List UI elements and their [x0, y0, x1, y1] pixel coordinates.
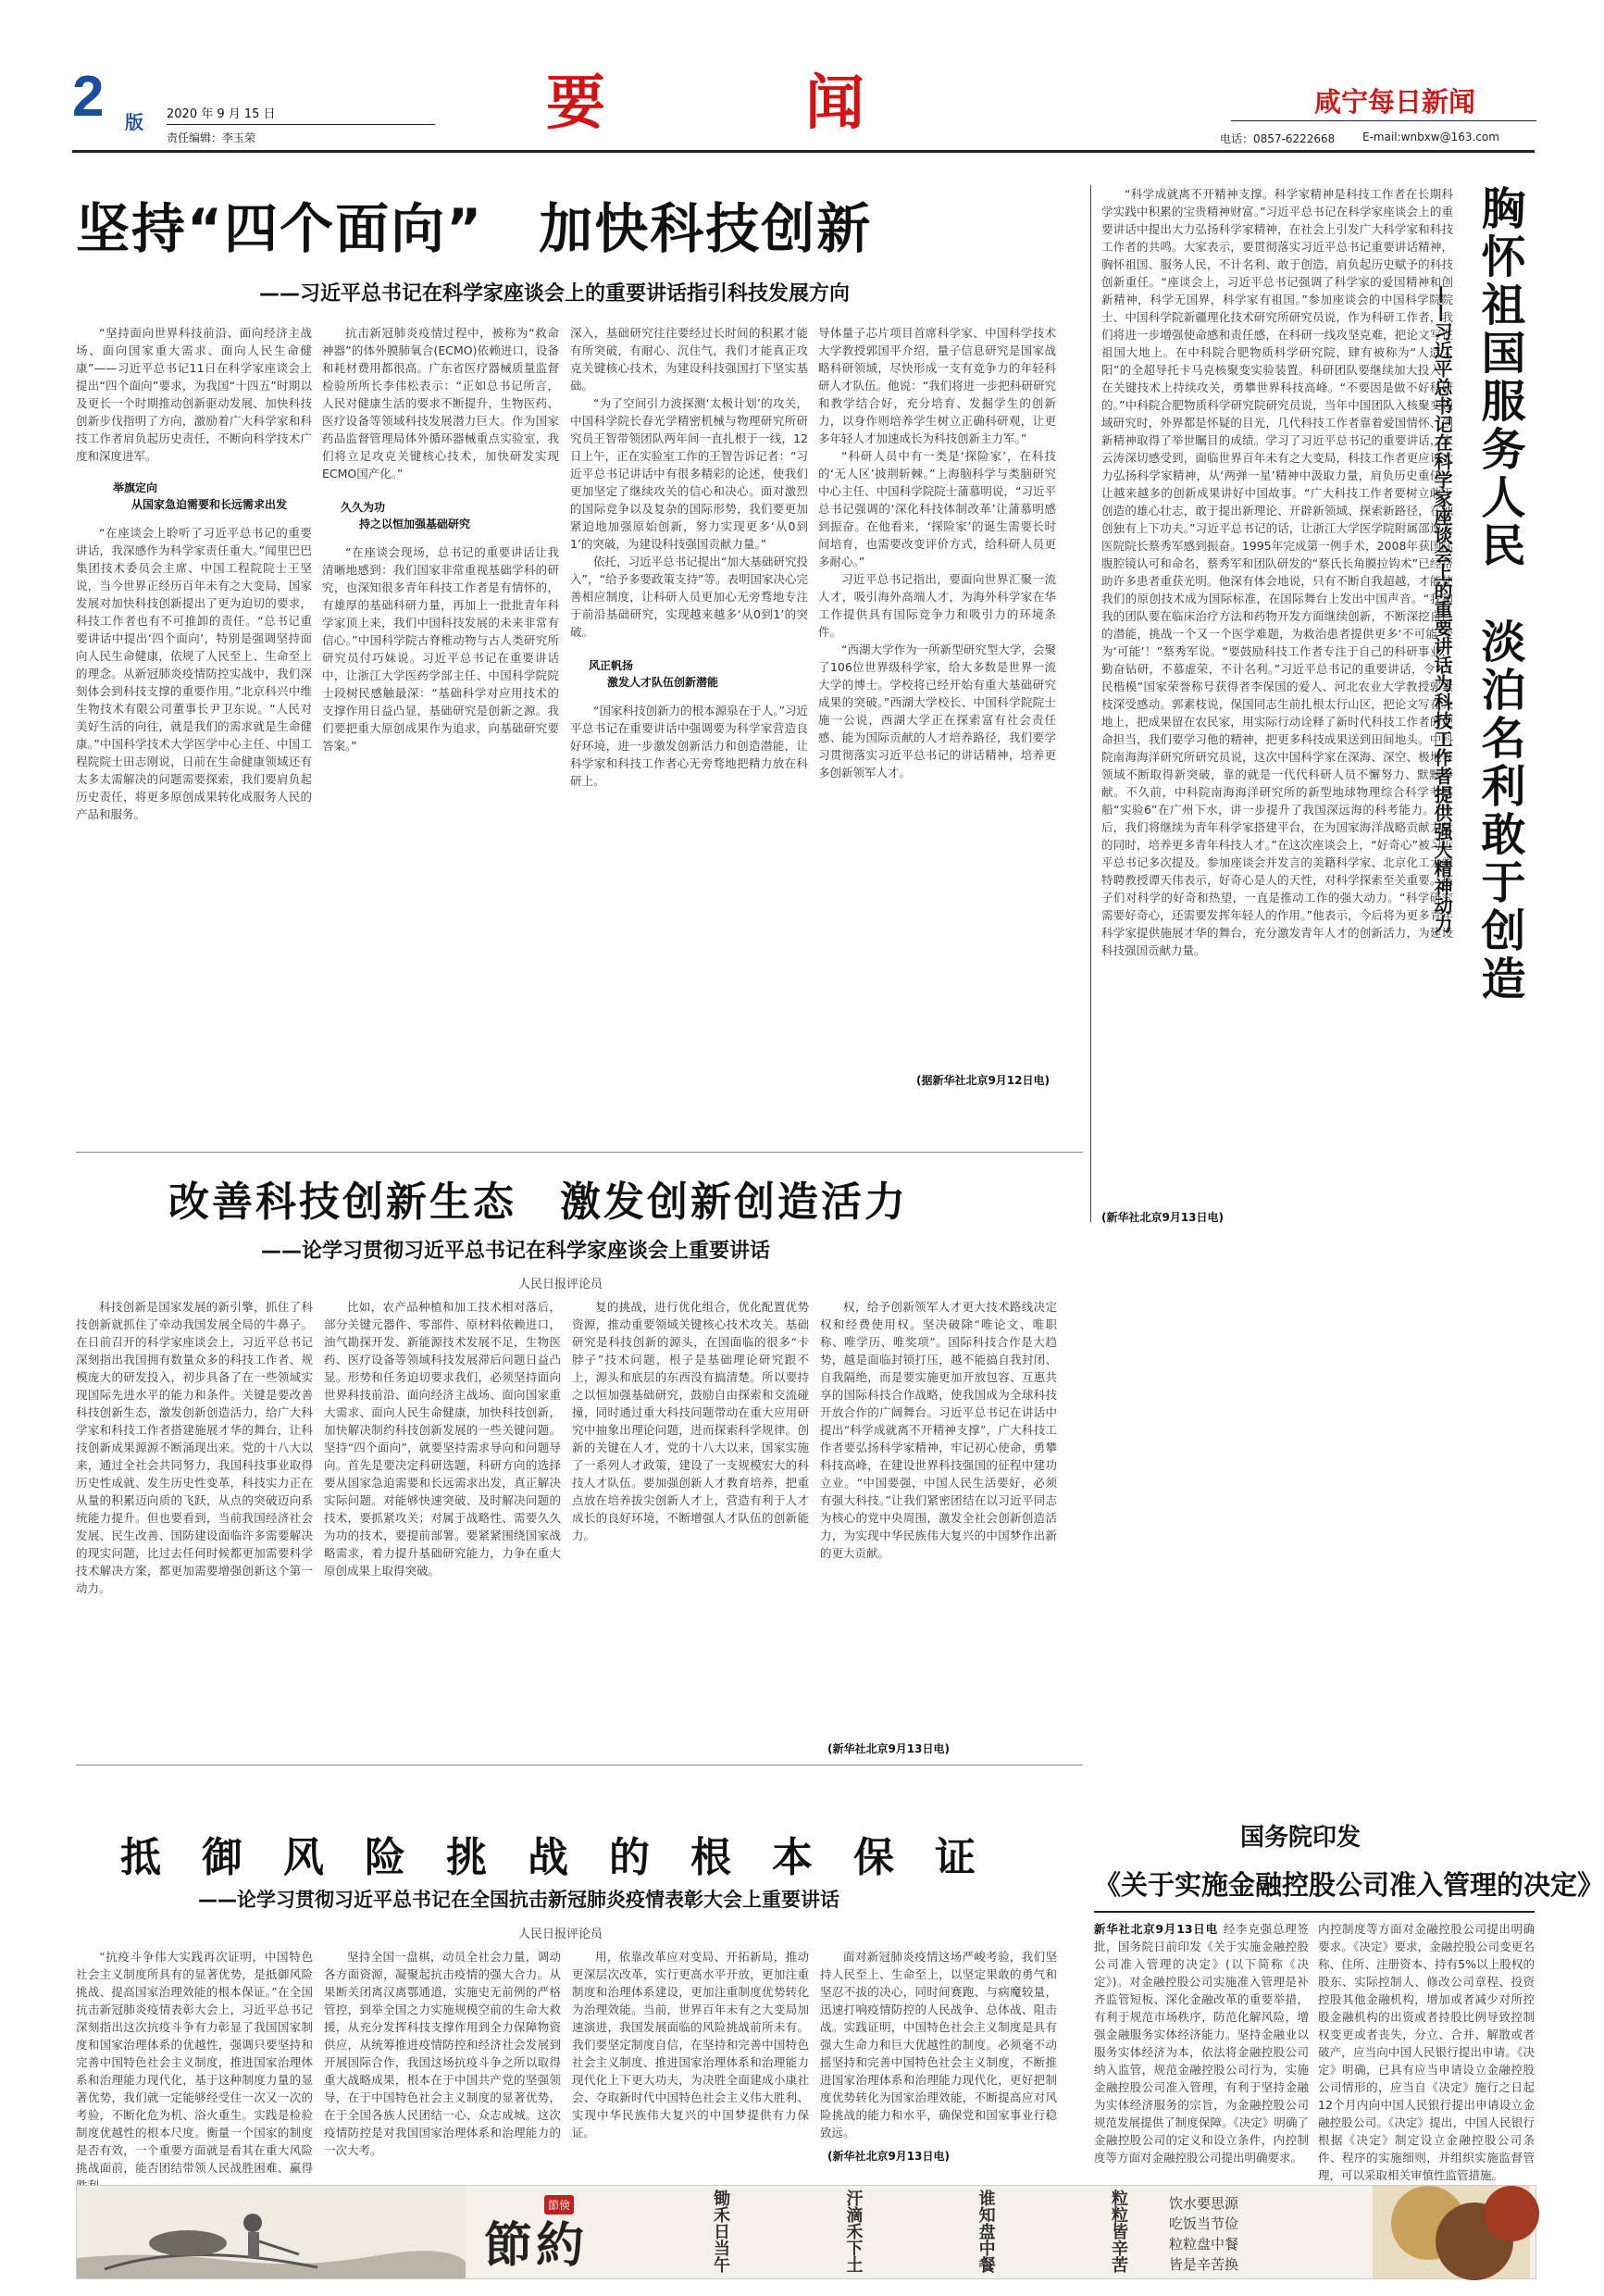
article-3-col-4: 面对新冠肺炎疫情这场严峻考验，我们坚持人民至上、生命至上，以坚定果敢的勇气和坚忍不拔的决心，同时间赛跑、与病魔较量，迅速打响疫情防控的人民战争、总体战、阻击战。实践证明，中国特色社会主义制度是具有强大生命力和巨大优越性的制度。必须毫不动摇坚持和完善中国特色社会主义制度，不断推进国家治理体系和治理能力现代化，更好把制度优势转化为国家治理效能，不断提高应对风险挑战的能力和水平，确保党和国家事业行稳致远。	[820, 1950, 1057, 2140]
article-3-subtitle: ——论学习贯彻习近平总书记在全国抗击新冠肺炎疫情表彰大会上重要讲话	[198, 1889, 839, 1911]
article-5-title: 《关于实施金融控股公司准入管理的决定》	[1094, 1869, 1604, 1901]
banner-poem	[706, 2190, 1132, 2275]
article-1-lead: “坚持面向世界科技前沿、面向经济主战场、面向国家重大需求、面向人民生命健康”——习近平总书记11日在科学家座谈会上提出“四个面向”要求，为我国“十四五”时期以及更长一个时期推动创新驱动发展、加快科技创新步伐指明了方向，激励着广大科学家和科技工作者肩负起历史责任，不断向科学技术广度和深度进军。	[76, 326, 312, 463]
article-4-subtitle: ——习近平总书记在科学家座谈会上的重要讲话为科技工作者提供强大精神动力	[1431, 285, 1453, 933]
article-2-col-4: 权，给予创新领军人才更大技术路线决定权和经费使用权。坚决破除“唯论文、唯职称、唯学历、唯奖项”。国际科技合作是大趋势，越是面临封锁打压，越不能搞自我封闭、自我隔绝，而是要实施更加开放包容、互惠共享的国际科技合作战略，使我国成为全球科技开放合作的广阔舞台。习近平总书记在讲话中提出“科学成就离不开精神支撑”，广大科技工作者要弘扬科学家精神，牢记初心使命，勇攀科技高峰，在建设世界科技强国的征程中建功立业。“中国要强，中国人民生活要好，必须有强大科技。”让我们紧密团结在以习近平同志为核心的党中央周围，激发全社会创新创造活力，为实现中华民族伟大复兴的中国梦作出新的更大贡献。	[820, 1300, 1057, 1560]
banner-motto	[1169, 2193, 1354, 2275]
article-2-byline: (新华社北京9月13日电)	[827, 1742, 950, 1755]
motto-line-1: 饮水要思源	[1169, 2195, 1239, 2212]
article-3-author: 人民日报评论员	[518, 1928, 603, 1941]
article-1-col-4-body-d: “西湖大学作为一所新型研究型大学，会聚了106位世界级科学家，给大多数是世界一流大学的博士。学校将已经开始有重大基础研究成果的突破。”西湖大学校长、中国科学院院士施一公说，西湖大学正在探索富有社会责任感、能为国际贡献的人才培养路径，我们要学习贯彻落实习近平总书记的讲话精神，培养更多创新领军人才。	[818, 643, 1056, 780]
sub2-kicker: 久久为功	[341, 501, 386, 514]
article-2-title: 改善科技创新生态 激发创新创造活力	[168, 1179, 908, 1226]
article-3-col-2: 坚持全国一盘棋，动员全社会力量，调动各方面资源，凝聚起抗击疫情的强大合力。从果断关闭离汉离鄂通道，实施史无前例的严格管控，到举全国之力实施规模空前的生命大救援，从充分发挥科技支撑作用到全力保障物资供应，从统筹推进疫情防控和经济社会发展到开展国际合作，我国这场抗疫斗争之所以取得重大战略成果，根本在于中国共产党的坚强领导，在于中国特色社会主义制度的显著优势，在于全国各族人民团结一心、众志成城。这次疫情防控是对我国国家治理体系和治理能力的一次大考。	[324, 1950, 561, 2157]
article-1-col-3-body-d: “国家科技创新力的根本源泉在于人。”习近平总书记在重要讲话中强调要为科学家营造良好环境，进一步激发创新活力和创造潜能，让科学家和科技工作者心无旁骛地把精力放在科研上。	[570, 704, 808, 788]
poem-col-1: 粒粒皆辛苦	[1108, 2190, 1128, 2273]
article-1-col-3-body-b: “为了空间引力波探测‘太极计划’的攻关，中国科学院长春光学精密机械与物理研究所研究员王智带领团队两年间一直扎根于一线，12日上午，正在实验室工作的王智告诉记者：“习近平总书记讲话中有很多精彩的论述，使我们更加坚定了继续攻关的信心和决心。面对激烈的国际竞争以及复杂的国际形势，我们要更加紧迫地加强原始创新，努力实现更多‘从0到1’的突破，为建设科技强国贡献力量。”	[570, 396, 808, 551]
article-1-col-2	[322, 324, 559, 1129]
article-2-col-2: 比如，农产品种植和加工技术相对落后，部分关键元器件、零部件、原材料依赖进口，油气勘探开发、新能源技术发展不足，生物医药、医疗设备等领域科技发展滞后问题日益凸显。形势和任务迫切要求我们，必须坚持面向世界科技前沿、面向经济主战场、面向国家重大需求、面向人民生命健康，加快科技创新，加快解决制约科技创新发展的一些关键问题。坚持“四个面向”，就要坚持需求导向和问题导向。首先是要决定科研选题，科研方向的选择要从国家急迫需要和长远需求出发，真正解决实际问题。对能够快速突破、及时解决问题的技术，要抓紧攻关；对属于战略性、需要久久为功的技术，要提前部署。要紧紧围绕国家战略需求，着力提升基础研究能力，力争在重大原创成果上取得突破。	[324, 1300, 561, 1578]
sub1-title: 从国家急迫需要和长远需求出发	[131, 498, 288, 511]
editor: 责任编辑：李玉荣	[167, 131, 256, 144]
article-3-col-1: “抗疫斗争伟大实践再次证明，中国特色社会主义制度所具有的显著优势，是抵御风险挑战、提高国家治理效能的根本保证。”在全国抗击新冠肺炎疫情表彰大会上，习近平总书记深刻指出这次抗疫斗争有力彰显了我国国家制度和国家治理体系的优越性，强调只要坚持和完善中国特色社会主义制度，推进国家治理体系和治理能力现代化，基于这种制度力量的显著优势，我们就一定能够经受住一次又一次的考验，不断化危为机、浴火重生。实践是检验制度优越性的根本尺度。衡量一个国家的制度是否有效，一个重要方面就是看其在重大风险挑战面前，能否团结带领人民战胜困难、赢得	[76, 1950, 313, 2175]
article-5-col-1-body: 经李克强总理签批，国务院日前印发《关于实施金融控股公司准入管理的决定》(以下简称《决定》)。对金融控股公司实施准入管理是补齐监管短板、深化金融改革的重要举措，有利于规范市场秩序，防范化解风险，增强金融服务实体经济能力。坚持金融业以服务实体经济为本，依法将金融控股公司纳入监管，规范金融控股公司行为，实施金融控股公司准入管理，有利于坚持金融为实体经济服务的宗旨，为金融控股公司规范发展提供了制度保障。《决定》明确了金融控股公司的定义和设立条件，内控制度等方面对金融控股公司提出明确要求。	[1094, 1922, 1309, 2165]
article-1-col-1	[76, 324, 312, 1129]
issue-date: 2020 年 9 月 15 日	[167, 107, 276, 121]
article-2-author: 人民日报评论员	[518, 1278, 603, 1292]
motto-line-4: 皆是辛苦换	[1169, 2256, 1239, 2273]
sub3-title: 激发人才队伍创新潜能	[607, 676, 719, 689]
article-1-col-4-body-c: 习近平总书记指出，要面向世界汇聚一流人才，吸引海外高端人才，为海外科学家在华工作提供具有国际竞争力和吸引力的环境条件。	[818, 572, 1056, 639]
motto-line-2: 吃饭当节俭	[1169, 2215, 1239, 2232]
article-5-kicker: 国务院印发	[1240, 1824, 1362, 1852]
banner-stamp: 節倹	[544, 2195, 574, 2215]
article-1-col-2-body-b: “在座谈会现场，总书记的重要讲话让我清晰地感到：我们国家非常重视基础学科的研究，也深知很多青年科技工作者是有情怀的，有雄厚的基础科研力量，再加上一批批青年科学家顶上来，我们中国科技发展的未来非常有信心。”中国科学院古脊椎动物与古人类研究所研究员付巧妹说。习近平总书记在重要讲话中，让浙江大学医药学部主任、中国科学院院士段树民感触最深：“基础科学对应用技术的支撑作用日益凸显，基础研究是创新之源。我们要把重大原创成果作为追求，向基础研究要答案。”	[322, 545, 559, 753]
article-4-byline: (新华社北京9月13日电)	[1101, 1211, 1225, 1224]
article-3-byline: (新华社北京9月13日电)	[827, 2150, 950, 2163]
article-3-col-3: 用，依靠改革应对变局、开拓新局，推动更深层次改革，实行更高水平开放，更加注重制度和治理体系建设，更加注重制度优势转化为治理效能。当前，世界百年未有之大变局加速演进，我国发展面临的风险挑战前所未有。我们要坚定制度自信，在坚持和完善中国特色社会主义制度、推进国家治理体系和治理能力现代化上下更大功夫，为决胜全面建成小康社会、夺取新时代中国特色社会主义伟大胜利、实现中华民族伟大复兴的中国梦提供有力保证。	[572, 1950, 809, 2140]
poem-col-3: 汗滴禾下土	[843, 2190, 864, 2273]
article-1-byline: (据新华社北京9月12日电)	[915, 1074, 1050, 1087]
article-1-col-2-body-a: 抗击新冠肺炎疫情过程中，被称为“救命神器”的体外膜肺氧合(ECMO)依赖进口，设备和耗材费用都很高。广东省医疗器械质量监督检验所所长李伟松表示：“正如总书记所言，人民对健康生活的要求不断提升，生物医药、医疗设备等领域科技发展潜力巨大。作为国家药品监督管理局体外循环器械重点实验室，我们将立足攻克关键核心技术，加快研发实现ECMO国产化。”	[322, 326, 559, 480]
frugality-banner	[76, 2185, 1536, 2279]
article-1-col-4-body-a: 导体量子芯片项目首席科学家、中国科学技术大学教授郭国平介绍，量子信息研究是国家战略科研领域，尽快形成一支有竞争力的年轻科研人才队伍。他说：“我们将进一步把科研研究和教学结合好，充分培育、发掘学生的创新力，以身作则培养学生树立正确科研观，让更多年轻人才加速成长为科技创新主力军。”	[818, 326, 1056, 445]
page-number: 2	[72, 65, 105, 129]
article-5-col-2: 内控制度等方面对金融控股公司提出明确要求。《决定》要求，金融控股公司变更名称、住所、注册资本、持有5%以上股权的股东、实际控制人、修改公司章程、投资控股其他金融机构，增加或者减少对所控股金融机构的出资或者持股比例导致控制权变更或者丧失，分立、合并、解散或者破产，应当向中国人民银行提出申请。《决定》明确，已具有应当申请设立金融控股公司情形的，应当自《决定》施行之日起12个月内向中国人民银行提出申请设立金融控股公司。《决定》提出，中国人民银行根据《决定》制定设立金融控股公司条件、程序的实施细则，并组织实施监督管理，可以采取相关审慎性监管措施。	[1318, 1922, 1535, 2182]
article-1-col-4-body-b: “科研人员中有一类是‘探险家’，在科技的‘无人区’披荆斩棘。”上海脑科学与类脑研究中心主任、中国科学院院士蒲慕明说，“习近平总书记强调的‘深化科技体制改革’让蒲慕明感到振奋。在他看来，‘探险家’的诞生需要长时间培育，也需要改变评价方式，给科研人员更多耐心。”	[818, 449, 1056, 568]
article-1-col-1-body: “在座谈会上聆听了习近平总书记的重要讲话，我深感作为科学家责任重大。”闻里巴巴集团技术委员会主席、中国工程院院士王坚说，当今世界正经历百年未有之大变局，国家发展对加快科技创新提出了更为迫切的要求，科技工作者也有不可推卸的责任。“总书记重要讲话中提出‘四个面向’，特别是强调坚持面向人民生命健康，依规了人民至上、生命至上的理念。从新冠肺炎疫情防控实战中，我们深刻体会到科技支撑的重要作用。”北京科兴中维生物技术有限公司董事长尹卫东说。“人民对美好生活的向往，就是我们的需求就是生命健康。”中国科学技术大学医学中心主任、中国工程院院士田志刚说，日前在生命健康领域还有太多太需解决的问题需要探索，我们要肩负起历史责任，将更多原创成果转化成服务人民的产品和服务。	[76, 526, 312, 821]
rice-grain-illustration	[1373, 2186, 1530, 2278]
farmer-ink-illustration	[77, 2186, 466, 2278]
article-2-col-3: 复的挑战，进行优化组合，优化配置优势资源，推动重要领域关键核心技术攻关。基础研究是科技创新的源头，在国面临的很多“卡脖子”技术问题，根子是基础理论研究跟不上，源头和底层的东西没有搞清楚。所以要持之以恒加强基础研究，鼓励自由探索和交流碰撞，同时通过重大科技问题带动在重大应用研究中抽象出理论问题，进而探索科学规律。创新的关键在人才，党的十八大以来，国家实施了一系列人才政策，建设了一支规模宏大的科技人才队伍。要加强创新人才教育培养，把重点放在培养拔尖创新人才上，营造有利于人才成长的良好环境，不断增强人才队伍的创新能力。	[572, 1300, 809, 1542]
email: E-mail:wnbxw@163.com	[1362, 131, 1499, 144]
article-5-col-1	[1094, 1920, 1309, 2165]
article-1-col-3	[570, 324, 808, 1129]
article-1-subtitle: ——习近平总书记在科学家座谈会上的重要讲话指引科技发展方向	[259, 282, 851, 306]
article-4-body: “科学成就离不开精神支撑。科学家精神是科技工作者在长期科学实践中积累的宝贵精神财富。”习近平总书记在科学家座谈会上的重要讲话中提出大力弘扬科学家精神，在社会上引发广大科学家和科技工作者的共鸣。大家表示，要贯彻落实习近平总书记重要讲话精神，胸怀祖国、服务人民，不计名利、敢于创造，肩负起历史赋予的科技创新重任。“座谈会上，习近平总书记强调了科学家的爱国精神和创新精神，科学无国界，科学家有祖国。”参加座谈会的中国科学院院士、中国科学院新疆理化技术研究所研究员说，作为科研工作者，我们将进一步增强使命感和责任感，在科研一线攻坚克难，把论文写在祖国大地上。在中科院合肥物质科学研究院，肆有被称为“人造太阳”的全超导托卡马克核聚变实验装置。科研团队要继续加大投入，在关键技术上持续攻关，勇攀世界科技高峰。“不要因是做不好科研的。”中科院合肥物质科学研究院研究员说，当年中国团队入核聚变领域研究时，外界都是怀疑的目光，几代科技工作者靠着爱国情怀、创新精神取得了举世瞩目的成绩。学习了习近平总书记的重要讲话，宋云涛深切感受到，面临世界百年未有之大变局，科技工作者更应该大力弘扬科学家精神，从‘两弹一星’精神中汲取力量，肩负历史重任，让越来越多的创新成果讲好中国故事。“广大科技工作者要树立敢于创造的雄心壮志，敢于提出新理论、开辟新领域、探索新路径，在独创独有上下功夫。”习近平总书记的话，让浙江大学医学院附属邵逸夫医院院长蔡秀军感到振奋。1995年完成第一例手术，2008年获国际腹腔镜认可和命名，蔡秀军和团队研发的“蔡氏长角膜拉钩术”已经帮助许多患者重获光明。他深有体会地说，只有不断自我超越，才能使我们的原创技术成为国际标准，在国际舞台上发出中国声音。“我和我的团队要在临床治疗方法和药物开发方面继续创新，不断深挖自己的潜能，挑战一个又一个医学难题，为救治患者提供更多‘不可能’变为‘可能’！”蔡秀军说。“要鼓励科技工作者专注于自己的科研事业，勤奋钻研，不慕虚荣，不计名利。”习近平总书记的重要讲话，令“人民楷模”国家荣誉称号获得者李保国的爱人、河北农业大学教授郭素枝深受感动。郭素枝说，保国同志生前扎根太行山区，把论文写在大地上，把成果留在农民家，用实际行动诠释了新时代科技工作者的使命担当，我们要学习他的精神，把更多科技成果送到田间地头。中科院南海海洋研究所研究员说，这次中国科学家在深海、深空、极地等领域不断取得新突破，靠的就是一代代科研人员不懈努力、默默奉献。不久前，中科院南海海洋研究所的新型地球物理综合科学考察船“实验6”在广州下水，讲一步提升了我国深远海的科考能力。“今后，我们将继续为青年科学家搭建平台，在为国家海洋战略贡献力量的同时，培养更多青年科技人才。”在这次座谈会上，“好奇心”被习近平总书记多次提及。参加座谈会并发言的美籍科学家、北京化工大学特聘教授谭天伟表示，好奇心是人的天性，对科学探索至关重要。孩子们对科学的好奇和热望，一直是推动工作的强大动力。“科学研究需要好奇心，还需要发挥年轻人的作用。”他表示，今后将为更多青年科学家提供施展才华的舞台，充分激发青年人才的创新活力，为建设科技强国贡献力量。	[1101, 187, 1453, 957]
article-1-col-3-body-a: 深入，基础研究往往要经过长时间的积累才能有所突破，有耐心、沉住气，我们才能真正攻克关键核心技术，为建设科技强国打下坚实基础。	[570, 326, 808, 393]
page-unit: 版	[125, 111, 143, 133]
article-4-title: 胸怀祖国服务人民 淡泊名利敢于创造	[1473, 185, 1525, 1004]
motto-line-3: 粒粒盘中餐	[1169, 2236, 1239, 2252]
phone: 电话：0857-6222668	[1220, 132, 1336, 145]
article-1-col-3-body-c: 依托，习近平总书记提出“加大基础研究投入”，“给予多要政策支持”等。表明国家决心完善相应制度，让科研人员更加心无旁骛地专注于前沿基础研究，实现越来越多‘从0到1’的突破。	[570, 555, 808, 639]
article-3-title: 抵 御 风 险 挑 战 的 根 本 保 证	[120, 1834, 976, 1881]
poem-col-4: 锄禾日当午	[711, 2190, 730, 2273]
article-1-title: 坚持“四个面向” 加快科技创新	[76, 197, 873, 260]
article-5-dateline: 新华社北京9月13日电	[1094, 1922, 1218, 1936]
sub2-title: 持之以恒加强基础研究	[359, 518, 471, 530]
article-2-col-1: 科技创新是国家发展的新引擎，抓住了科技创新就抓住了牵动我国发展全局的牛鼻子。在日前召开的科学家座谈会上，习近平总书记深刻指出我国拥有数量众多的科技工作者、规模庞大的研发投入，初步具备了在一些领域实现国际先进水平的能力和条件。关键是要改善科技创新生态，激发创新创造活力，给广大科学家和科技工作者搭建施展才华的舞台，让科技创新成果源源不断涌现出来。党的十八大以来，通过全社会共同努力，我国科技事业取得历史性成就、发生历史性变革，科技实力正在从量的积累迈向质的飞跃，从点的突破迈向系统能力提升。但也要看到，当前我国经济社会发展、民生改善、国防建设面临许多需要解决的现实问题，比过去任何时候都更加需要科学技术解决方案，都更加需要增强创新这个第一动力。	[76, 1300, 313, 1595]
banner-seal: 節約	[484, 2217, 589, 2274]
section-title: 要 闻	[546, 69, 870, 138]
paper-name: 咸宁每日新闻	[1314, 86, 1476, 118]
sub1-kicker: 举旗定向	[113, 481, 158, 494]
article-1-col-4	[818, 324, 1056, 1065]
poem-col-2: 谁知盘中餐	[976, 2190, 996, 2273]
sub3-kicker: 风正帆扬	[589, 659, 634, 672]
article-2-subtitle: ——论学习贯彻习近平总书记在科学家座谈会上重要讲话	[261, 1240, 771, 1263]
